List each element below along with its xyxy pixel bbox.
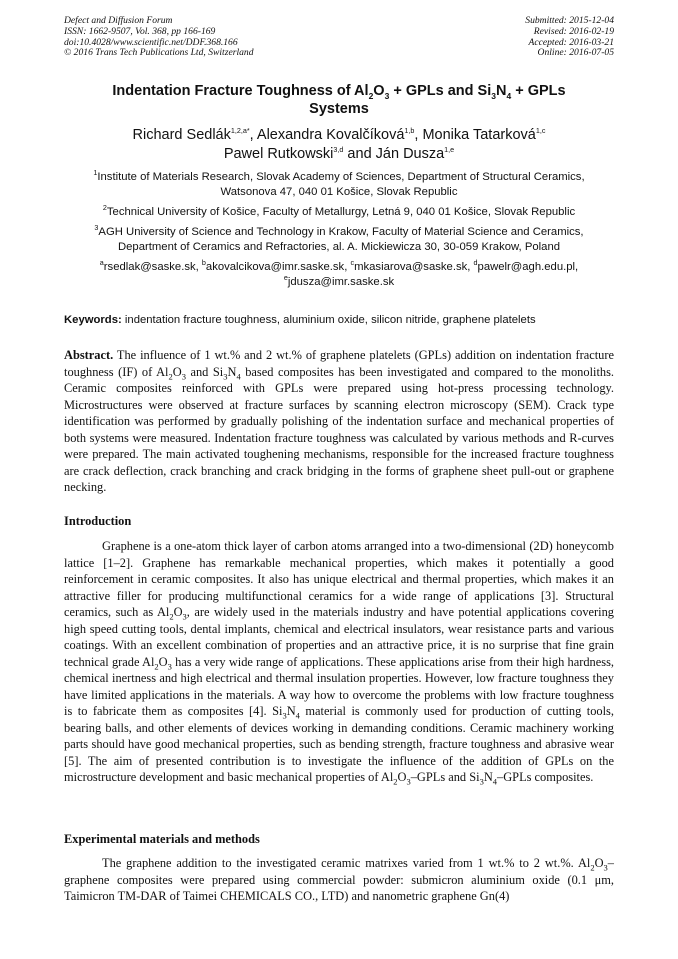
keywords-text: indentation fracture toughness, aluminium oxide, silicon nitride, graphene platelets — [121, 314, 536, 326]
accepted-date: Accepted: 2016-03-21 — [528, 36, 614, 48]
author-emails: $^a$rsedlak@saske.sk, $^b$akovalcikova@imr.saske.sk, $^c$mkasiarova@saske.sk, $^d$pawelr@agh.edu.pl, $^e$jdusza@imr.saske.sk — [99, 258, 579, 288]
affiliation-2: $^2$Technical University of Košice, Faculty of Metallurgy, Letná 9, 040 01 Košice, Slovak Republic — [102, 203, 576, 218]
email-link[interactable]: rsedlak@saske.sk, — [103, 261, 202, 273]
revised-date: Revised: 2016-02-19 — [533, 25, 614, 37]
journal-header-right — [525, 16, 614, 59]
email-link[interactable]: mkasiarova@saske.sk, — [354, 261, 474, 273]
online-date: Online: 2016-07-05 — [537, 47, 614, 59]
introduction-paragraph: Graphene is a one-atom thick layer of carbon atoms arranged into a two-dimensional (2D) honeycomb lattice [1–2]. Graphene has remarkable mechanical properties, which makes it potentially a good reinforcement in ceramic composites. It also has unique electrical and thermal properties, which makes it an attractive filler for producing multifunctional ceramics for a wide range of applications [3]. Structural ceramics, such as $Al_2O_3$, are widely used in the materials industry and have potential applications covering high speed cutting tools, dental implants, chemical and electrical insulators, wear resistance parts and various coatings. With an excellent combination of properties and an attractive price, it is no surprise that fine grain technical grade $Al_2O_3$ has a very wide range of applications. These applications arise from their high hardness, chemical inertness and high electrical and thermal insulation properties. However, low fracture toughness they have limited applications in the materials. A way how to overcome the problems with low fracture toughness is to fabricate them as composites [4]. $Si_3N_4$ material is commonly used for production of cutting tools, bearing balls, and other elements of devices working in demanding conditions. Ceramic machinery working parts should have good mechanical properties, such as bending strength, fracture toughness and abrasive wear [5]. The aim of presented contribution is to investigate the influence of the addition of GPLs on the microstructure development and basic mechanical properties of $Al_2O_3$–GPLs and $Si_3N_4$–GPLs composites. — [64, 539, 614, 787]
author-name: Pawel Rutkowski — [223, 146, 334, 162]
experimental-paragraph: The graphene addition to the investigated ceramic matrixes varied from 1 wt.% to 2 wt.%. $Al_2O_3$–graphene composites were prepared using commercial powder: submicron aluminium oxide (0.1 μm, Taimicron TM-DAR of Taimei CHEMICALS CO., LTD) and nanometric graphene Gn(4) — [64, 856, 614, 903]
author-name: , Monika Tatarková — [414, 127, 536, 143]
abstract: Abstract. The influence of 1 wt.% and 2 wt.% of graphene platelets (GPLs) addition on indentation fracture toughness (IF) of $Al_2O_3$ and $Si_3N_4$ based composites has been investigated and compared to the monoliths. Ceramic composites reinforced with GPLs were prepared using hot-press processing technology. Microstructures were observed at fracture surfaces by scanning electron microscopy (SEM). Crack type identification was performed by gradually polishing of the indentation surface and mechanical properties of both systems were measured. Indentation fracture toughness was calculated by various methods and R-curves were prepared. The main activated toughening mechanisms, responsible for the increased fracture toughness are crack deflection, crack branching and crack bridging in the forms of graphene sheet pull-out or graphene necking. — [64, 348, 615, 494]
affiliation-3: $^3$AGH University of Science and Technology in Krakow, Faculty of Material Science and Ceramics, Department of Ceramics and Refractories, al. A. Mickiewicza 30, 30-059 Krakow, Poland — [94, 223, 584, 253]
journal-name: Defect and Diffusion Forum — [64, 15, 173, 26]
email-link[interactable]: jdusza@imr.saske.sk — [287, 276, 395, 288]
journal-header-left — [64, 16, 254, 59]
email-link[interactable]: akovalcikova@imr.saske.sk, — [205, 261, 351, 273]
paper-title: Indentation Fracture Toughness of $Al_2O_3$ + GPLs and $Si_3N_4$ + GPLs Systems — [112, 83, 566, 117]
author-name: Richard Sedlák — [132, 127, 231, 143]
keywords — [64, 313, 614, 328]
keywords-label: Keywords: — [64, 314, 122, 326]
author-name: and Ján Dusza — [343, 146, 445, 162]
author-list: Richard Sedlák$^{1,2,a*}$, Alexandra Kovalčíková$^{1,b}$, Monika Tatarková$^{1,c}$ Pawel Rutkowski$^{3,d}$ and Ján Dusza$^{1,e}$ — [132, 126, 546, 162]
affiliation-1: $^1$Institute of Materials Research, Slovak Academy of Sciences, Department of Structural Ceramics, Watsonova 47, 040 01 Košice, Slovak Republic — [93, 168, 585, 198]
section-heading-introduction: Introduction — [64, 514, 132, 528]
copyright-line: © 2016 Trans Tech Publications Ltd, Switzerland — [64, 47, 254, 59]
email-link[interactable]: pawelr@agh.edu.pl, — [477, 261, 579, 273]
submitted-date: Submitted: 2015-12-04 — [525, 15, 614, 26]
abstract-label: Abstract. — [64, 348, 114, 362]
author-name: , Alexandra Kovalčíková — [249, 127, 405, 143]
issn-line: ISSN: 1662-9507, Vol. 368, pp 166-169 — [64, 25, 216, 37]
section-heading-experimental: Experimental materials and methods — [64, 832, 260, 846]
doi-line[interactable]: doi:10.4028/www.scientific.net/DDF.368.166 — [64, 36, 238, 48]
